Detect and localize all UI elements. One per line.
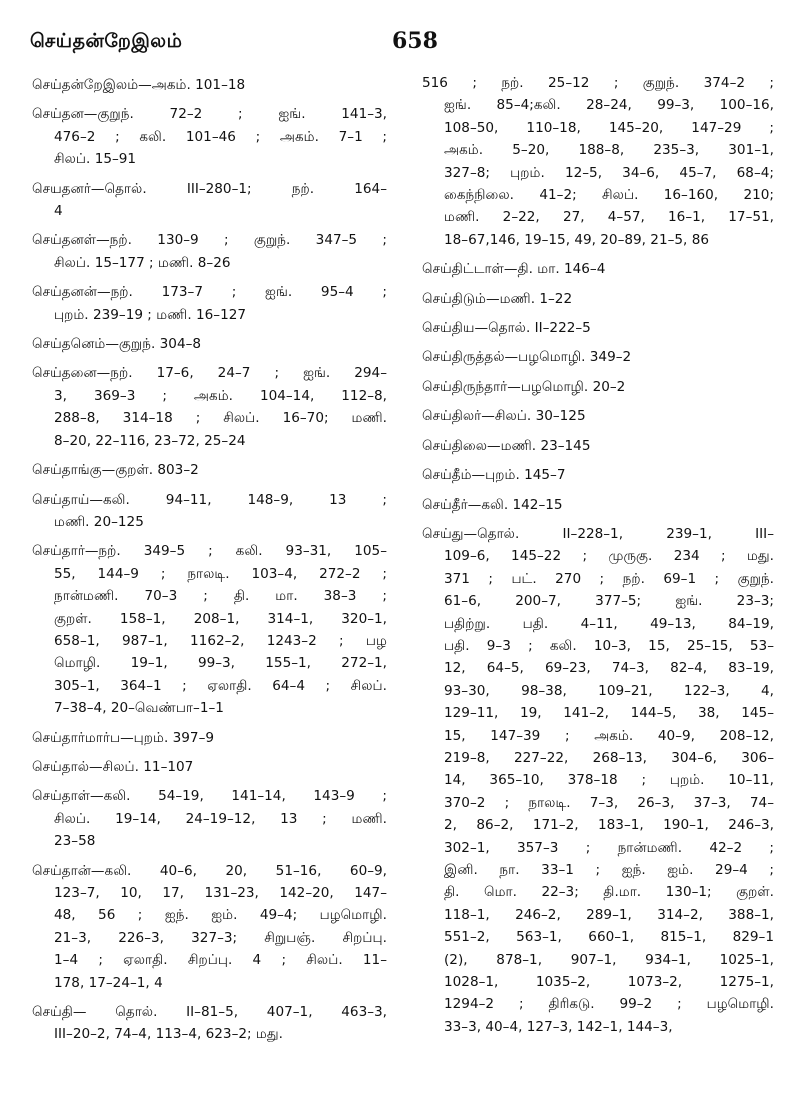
entry-headword-line: செய்தி— தொல். II–81–5, 407–1, 463–3,: [32, 1004, 387, 1021]
entry-headword-line: செய்தனள்—நற். 130–9 ; குறுந். 347–5 ;: [32, 232, 387, 249]
entry-reference-line: 48, 56 ; ஐந். ஐம். 49–4; பழமொழி.: [54, 907, 387, 924]
entry-reference-line: புறம். 239–19 ; மணி. 16–127: [54, 306, 247, 323]
entry-headword-line: செய்தாங்கு—குறள். 803–2: [32, 462, 199, 479]
page-number: 658: [392, 28, 438, 54]
right-column: [422, 72, 774, 1045]
entry-reference-line: 288–8, 314–18 ; சிலப். 16–70; மணி.: [54, 410, 387, 427]
entry-reference-line: கைந்நிலை. 41–2; சிலப். 16–160, 210;: [444, 187, 774, 204]
entry-reference-line: 658–1, 987–1, 1162–2, 1243–2 ; பழ: [54, 632, 387, 649]
entry-headword-line: செய்தனெம்—குறுந். 304–8: [32, 336, 202, 353]
entry-reference-line: மணி. 2–22, 27, 4–57, 16–1, 17–51,: [444, 209, 774, 226]
index-entry: [32, 333, 387, 355]
index-entry: [422, 346, 774, 368]
index-entry: [32, 1001, 387, 1046]
entry-headword-line: செய்திலை—மணி. 23–145: [422, 437, 591, 454]
entry-reference-line: 371 ; பட். 270 ; நற். 69–1 ; குறுந்.: [444, 570, 774, 587]
entry-reference-line: 305–1, 364–1 ; ஏலாதி. 64–4 ; சிலப்.: [54, 677, 387, 694]
entry-reference-line: 302–1, 357–3 ; நான்மணி. 42–2 ;: [444, 839, 774, 856]
entry-reference-line: 370–2 ; நாலடி. 7–3, 26–3, 37–3, 74–: [444, 794, 774, 811]
entry-reference-line: சிலப். 15–177 ; மணி. 8–26: [54, 254, 231, 271]
index-entry: [32, 727, 387, 749]
index-entry: [422, 523, 774, 1038]
entry-reference-line: ஐங். 85–4;கலி. 28–24, 99–3, 100–16,: [444, 97, 774, 114]
entry-headword-line: செய்தாய்—கலி. 94–11, 148–9, 13 ;: [32, 491, 387, 508]
entry-headword-line: செய்திய—தொல். II–222–5: [422, 320, 591, 337]
entry-reference-line: 14, 365–10, 378–18 ; புறம். 10–11,: [444, 772, 774, 789]
entry-reference-line: 551–2, 563–1, 660–1, 815–1, 829–1: [444, 929, 774, 946]
index-entry: [32, 103, 387, 170]
entry-reference-line: 123–7, 10, 17, 131–23, 142–20, 147–: [54, 885, 387, 901]
entry-headword-line: செய்திருத்தல்—பழமொழி. 349–2: [422, 349, 632, 366]
entry-reference-line: பதிற்று. பதி. 4–11, 49–13, 84–19,: [444, 615, 774, 632]
entry-reference-line: 15, 147–39 ; அகம். 40–9, 208–12,: [444, 727, 774, 744]
entry-reference-line: 1–4 ; ஏலாதி. சிறப்பு. 4 ; சிலப். 11–: [54, 952, 387, 969]
entry-reference-line: 12, 64–5, 69–23, 74–3, 82–4, 83–19,: [444, 660, 774, 677]
index-entry: [32, 860, 387, 994]
entry-reference-line: நான்மணி. 70–3 ; தி. மா. 38–3 ;: [54, 588, 387, 605]
entry-headword-line: செயதனர்—தொல். III–280–1; நற். 164–: [32, 180, 387, 197]
entry-headword-line: செய்தீர்—கலி. 142–15: [422, 496, 563, 513]
index-entry: [422, 72, 774, 251]
index-entry: [32, 756, 387, 778]
index-entry: [422, 494, 774, 516]
entry-headword-line: செய்திட்டாள்—தி. மா. 146–4: [422, 261, 606, 278]
index-entry: [422, 288, 774, 310]
entry-reference-line: 55, 144–9 ; நாலடி. 103–4, 272–2 ;: [54, 565, 387, 582]
entry-reference-line: (2), 878–1, 907–1, 934–1, 1025–1,: [444, 951, 774, 968]
index-entry: [422, 435, 774, 457]
entry-reference-line: தி. மொ. 22–3; தி.மா. 130–1; குறள்.: [444, 884, 774, 901]
entry-headword-line: 516 ; நற். 25–12 ; குறுந். 374–2 ;: [422, 75, 774, 91]
entry-headword-line: செய்தன—குறுந். 72–2 ; ஐங். 141–3,: [32, 106, 387, 123]
entry-reference-line: இனி. நா. 33–1 ; ஐந். ஐம். 29–4 ;: [444, 862, 774, 878]
entry-reference-line: 3, 369–3 ; அகம். 104–14, 112–8,: [54, 387, 387, 404]
index-entry: [422, 405, 774, 427]
index-entry: [32, 178, 387, 223]
entry-reference-line: 21–3, 226–3, 327–3; சிறுபஞ். சிறப்பு.: [54, 929, 387, 946]
entry-reference-line: 18–67,146, 19–15, 49, 20–89, 21–5, 86: [444, 231, 709, 248]
entry-reference-line: பதி. 9–3 ; கலி. 10–3, 15, 25–15, 53–: [444, 637, 774, 654]
index-entry: [32, 459, 387, 481]
index-entry: [32, 74, 387, 96]
index-entry: [32, 785, 387, 852]
entry-headword-line: செய்தனை—நற். 17–6, 24–7 ; ஐங். 294–: [32, 365, 387, 382]
entry-reference-line: 219–8, 227–22, 268–13, 304–6, 306–: [444, 749, 774, 766]
left-column: [32, 74, 387, 1053]
entry-reference-line: 93–30, 98–38, 109–21, 122–3, 4,: [444, 682, 774, 699]
entry-reference-line: மணி. 20–125: [54, 513, 144, 530]
entry-headword-line: செய்தீம்—புறம். 145–7: [422, 467, 566, 484]
running-head: செய்தன்றேஇலம்: [30, 30, 183, 52]
entry-reference-line: 178, 17–24–1, 4: [54, 974, 163, 991]
index-entry: [32, 281, 387, 326]
entry-headword-line: செய்தான்—கலி. 40–6, 20, 51–16, 60–9,: [32, 862, 387, 879]
entry-reference-line: 1028–1, 1035–2, 1073–2, 1275–1,: [444, 974, 774, 991]
entry-reference-line: சிலப். 19–14, 24–19–12, 13 ; மணி.: [54, 810, 387, 827]
entry-reference-line: 327–8; புறம். 12–5, 34–6, 45–7, 68–4;: [444, 164, 774, 181]
entry-reference-line: 118–1, 246–2, 289–1, 314–2, 388–1,: [444, 906, 774, 923]
index-entry: [32, 362, 387, 452]
entry-reference-line: 4: [54, 203, 63, 220]
entry-headword-line: செய்தார்—நற். 349–5 ; கலி. 93–31, 105–: [32, 543, 387, 560]
index-entry: [32, 489, 387, 534]
entry-headword-line: செய்தார்மார்ப—புறம். 397–9: [32, 729, 215, 746]
entry-reference-line: 23–58: [54, 833, 96, 850]
entry-reference-line: 33–3, 40–4, 127–3, 142–1, 144–3,: [444, 1018, 673, 1035]
entry-reference-line: 129–11, 19, 141–2, 144–5, 38, 145–: [444, 705, 774, 722]
entry-headword-line: செய்து—தொல். II–228–1, 239–1, III–: [422, 525, 774, 542]
entry-reference-line: 1294–2 ; திரிகடு. 99–2 ; பழமொழி.: [444, 996, 774, 1013]
entry-headword-line: செய்தாள்—கலி. 54–19, 141–14, 143–9 ;: [32, 788, 387, 805]
index-entry: [422, 376, 774, 398]
entry-reference-line: 2, 86–2, 171–2, 183–1, 190–1, 246–3,: [444, 817, 774, 834]
entry-reference-line: மொழி. 19–1, 99–3, 155–1, 272–1,: [54, 655, 387, 672]
entry-headword-line: செய்தனன்—நற். 173–7 ; ஐங். 95–4 ;: [32, 284, 387, 301]
entry-reference-line: III–20–2, 74–4, 113–4, 623–2; மது.: [54, 1026, 283, 1043]
entry-reference-line: 108–50, 110–18, 145–20, 147–29 ;: [444, 119, 774, 136]
index-entry: [32, 229, 387, 274]
index-entry: [422, 317, 774, 339]
entry-headword-line: செய்தால்—சிலப். 11–107: [32, 758, 194, 775]
entry-reference-line: 8–20, 22–116, 23–72, 25–24: [54, 432, 246, 449]
entry-reference-line: 109–6, 145–22 ; முருகு. 234 ; மது.: [444, 548, 774, 565]
entry-reference-line: 476–2 ; கலி. 101–46 ; அகம். 7–1 ;: [54, 128, 387, 145]
index-entry: [32, 540, 387, 719]
entry-headword-line: செய்திலர்—சிலப். 30–125: [422, 408, 586, 425]
entry-headword-line: செய்திருந்தார்—பழமொழி. 20–2: [422, 378, 626, 395]
entry-reference-line: சிலப். 15–91: [54, 151, 137, 168]
entry-reference-line: 7–38–4, 20–வெண்பா–1–1: [54, 700, 224, 717]
entry-headword-line: செய்தன்றேஇலம்—அகம். 101–18: [32, 77, 246, 93]
entry-headword-line: செய்திடும்—மணி. 1–22: [422, 290, 573, 307]
index-entry: [422, 464, 774, 486]
index-entry: [422, 258, 774, 280]
entry-reference-line: 61–6, 200–7, 377–5; ஐங். 23–3;: [444, 593, 774, 610]
entry-reference-line: குறள். 158–1, 208–1, 314–1, 320–1,: [54, 610, 387, 627]
entry-reference-line: அகம். 5–20, 188–8, 235–3, 301–1,: [444, 142, 774, 159]
